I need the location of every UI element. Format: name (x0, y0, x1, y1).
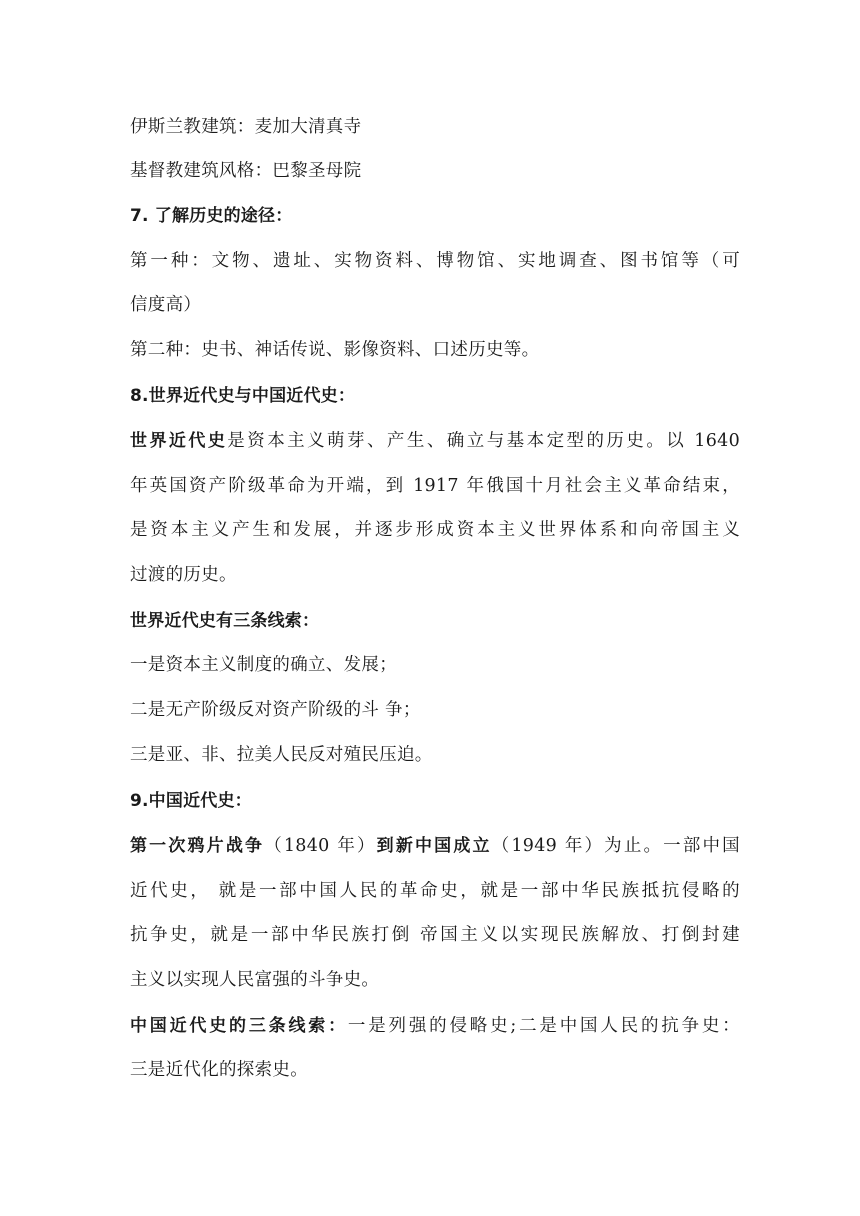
bold-term: 到新中国成立 (376, 836, 492, 856)
paragraph-line (130, 1014, 740, 1038)
section-heading-9: 9.中国近代史： (130, 791, 252, 811)
paragraph-line: 抗争史，就是一部中华民族打倒 帝国主义以实现民族解放、打倒封建 (130, 925, 740, 945)
text-line: 伊斯兰教建筑：麦加大清真寺 (130, 117, 362, 137)
paragraph-line: 年英国资产阶级革命为开端，到 1917 年俄国十月社会主义革命结束， (130, 476, 740, 496)
paragraph-text: （1840 年） (264, 836, 377, 856)
list-item: 一是资本主义制度的确立、发展； (130, 655, 397, 675)
paragraph-line (130, 834, 740, 858)
bold-term: 世界近代史 (130, 431, 228, 451)
list-item: 三是亚、非、拉美人民反对殖民压迫。 (130, 745, 433, 765)
text-line: 第一种：文物、遗址、实物资料、博物馆、实地调查、图书馆等（可 (130, 251, 740, 271)
paragraph-text: 是资本主义萌芽、产生、确立与基本定型的历史。以 1640 (227, 431, 741, 451)
paragraph-text: （1949 年）为止。一部中国 (491, 836, 740, 856)
paragraph-line (130, 429, 740, 453)
text-line: 基督教建筑风格：巴黎圣母院 (130, 161, 362, 181)
text-line: 第二种：史书、神话传说、影像资料、口述历史等。 (130, 340, 540, 360)
subheading-clues: 世界近代史有三条线索： (130, 611, 320, 631)
section-heading-8: 8.世界近代史与中国近代史： (130, 386, 356, 406)
paragraph-line: 近代史， 就是一部中国人民的革命史，就是一部中华民族抵抗侵略的 (130, 881, 740, 901)
bold-term: 第一次鸦片战争 (130, 836, 265, 856)
paragraph-line: 三是近代化的探索史。 (130, 1060, 308, 1080)
paragraph-text: 一是列强的侵略史;二是中国人民的抗争史： (347, 1016, 740, 1036)
section-heading-7: 7. 了解历史的途径： (130, 206, 293, 226)
paragraph-line: 主义以实现人民富强的斗争史。 (130, 970, 380, 990)
list-item: 二是无产阶级反对资产阶级的斗 争； (130, 700, 421, 720)
paragraph-line: 过渡的历史。 (130, 565, 237, 585)
text-line: 信度高） (130, 295, 202, 315)
paragraph-line: 是资本主义产生和发展，并逐步形成资本主义世界体系和向帝国主义 (130, 520, 740, 540)
bold-term: 中国近代史的三条线索： (130, 1016, 348, 1036)
